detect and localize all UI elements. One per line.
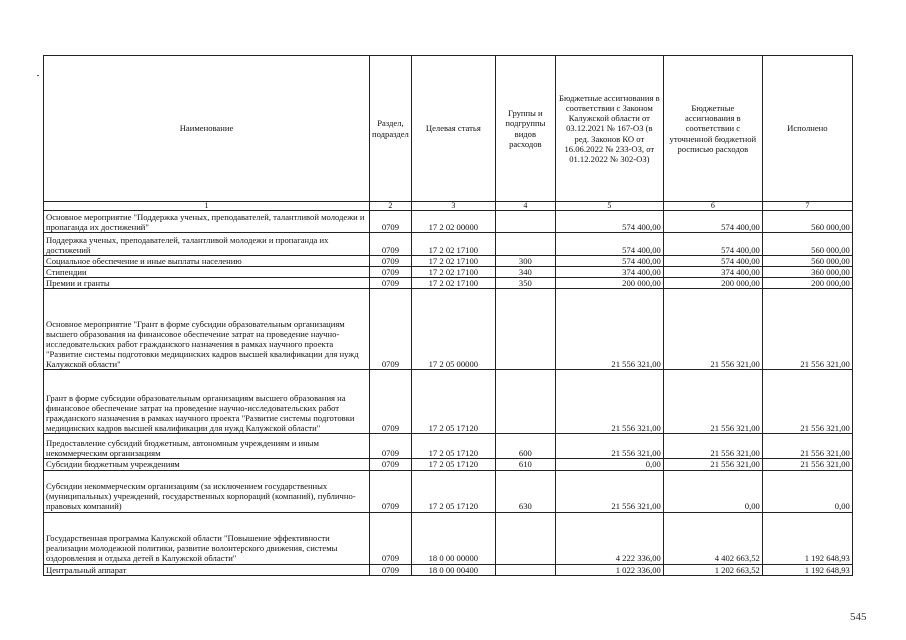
- cell-group: 340: [495, 267, 555, 278]
- table-row: [44, 512, 853, 564]
- cell-executed: 0,00: [762, 470, 852, 512]
- cell-executed: 21 556 321,00: [762, 370, 852, 434]
- column-number: 7: [762, 202, 852, 211]
- cell-group: 350: [495, 278, 555, 289]
- table-row: [44, 564, 853, 575]
- cell-section: 0709: [370, 211, 412, 233]
- cell-executed: 560 000,00: [762, 256, 852, 267]
- cell-group: [495, 289, 555, 370]
- cell-article: 17 2 05 17120: [411, 459, 495, 470]
- cell-group: [495, 370, 555, 434]
- header-name: Наименование: [44, 56, 370, 202]
- cell-article: 17 2 05 17120: [411, 470, 495, 512]
- cell-executed: 21 556 321,00: [762, 459, 852, 470]
- cell-section: 0709: [370, 370, 412, 434]
- cell-section: 0709: [370, 564, 412, 575]
- table-row: [44, 459, 853, 470]
- cell-budget-law: 574 400,00: [555, 211, 663, 233]
- cell-article: 17 2 05 17120: [411, 370, 495, 434]
- cell-budget-law: 21 556 321,00: [555, 434, 663, 459]
- cell-budget-law: 21 556 321,00: [555, 370, 663, 434]
- cell-budget-roll: 1 202 663,52: [663, 564, 762, 575]
- cell-executed: 21 556 321,00: [762, 289, 852, 370]
- cell-budget-roll: 21 556 321,00: [663, 289, 762, 370]
- cell-executed: 560 000,00: [762, 211, 852, 233]
- cell-name: Предоставление субсидий бюджетным, автономным учреждениям и иным некоммерческим организациям: [44, 434, 370, 459]
- cell-budget-roll: 21 556 321,00: [663, 459, 762, 470]
- cell-budget-law: 1 022 336,00: [555, 564, 663, 575]
- cell-section: 0709: [370, 278, 412, 289]
- cell-executed: 1 192 648,93: [762, 512, 852, 564]
- cell-article: 17 2 02 00000: [411, 211, 495, 233]
- cell-article: 18 0 00 00400: [411, 564, 495, 575]
- header-budget-roll: Бюджетные ассигнования в соответствии с уточненной бюджетной росписью расходов: [663, 56, 762, 202]
- cell-article: 18 0 00 00000: [411, 512, 495, 564]
- cell-name: Основное мероприятие "Грант в форме субсидии образовательным организациям высшего образования на финансовое обеспечение затрат на проведение научно-исследовательских работ гражданского назначения в рамках научного проекта "Развитие системы подготовки медицинских кадров высшей квалификации для нужд Калужской области": [44, 289, 370, 370]
- cell-budget-law: 21 556 321,00: [555, 470, 663, 512]
- cell-executed: 1 192 648,93: [762, 564, 852, 575]
- cell-executed: 200 000,00: [762, 278, 852, 289]
- header-article: Целевая статья: [411, 56, 495, 202]
- cell-name: Премии и гранты: [44, 278, 370, 289]
- cell-budget-roll: 574 400,00: [663, 256, 762, 267]
- cell-budget-law: 0,00: [555, 459, 663, 470]
- cell-section: 0709: [370, 434, 412, 459]
- table-row: [44, 470, 853, 512]
- column-number: 2: [370, 202, 412, 211]
- cell-group: [495, 211, 555, 233]
- scan-mark: [37, 75, 39, 76]
- cell-budget-roll: 21 556 321,00: [663, 434, 762, 459]
- cell-section: 0709: [370, 470, 412, 512]
- cell-section: 0709: [370, 267, 412, 278]
- cell-budget-law: 574 400,00: [555, 256, 663, 267]
- cell-budget-law: 574 400,00: [555, 233, 663, 256]
- cell-budget-law: 21 556 321,00: [555, 289, 663, 370]
- cell-article: 17 2 02 17100: [411, 256, 495, 267]
- cell-budget-law: 200 000,00: [555, 278, 663, 289]
- cell-name: Поддержка ученых, преподавателей, талантливой молодежи и пропаганда их достижений: [44, 233, 370, 256]
- table-row: [44, 434, 853, 459]
- cell-article: 17 2 05 17120: [411, 434, 495, 459]
- table-row: [44, 256, 853, 267]
- cell-name: Стипендии: [44, 267, 370, 278]
- cell-budget-roll: 4 402 663,52: [663, 512, 762, 564]
- table-row: [44, 233, 853, 256]
- table-row: [44, 370, 853, 434]
- cell-executed: 21 556 321,00: [762, 434, 852, 459]
- column-number-row: [44, 202, 853, 211]
- cell-group: [495, 564, 555, 575]
- header-budget-law: Бюджетные ассигнования в соответствии с Законом Калужской области от 03.12.2021 № 167-ОЗ (в ред. Законов КО от 16.06.2022 № 233-ОЗ, от 01.12.2022 № 302-ОЗ): [555, 56, 663, 202]
- cell-name: Социальное обеспечение и иные выплаты населению: [44, 256, 370, 267]
- cell-section: 0709: [370, 459, 412, 470]
- cell-name: Основное мероприятие "Поддержка ученых, преподавателей, талантливой молодежи и пропаганда их достижений": [44, 211, 370, 233]
- column-number: 3: [411, 202, 495, 211]
- header-executed: Исполнено: [762, 56, 852, 202]
- cell-budget-law: 4 222 336,00: [555, 512, 663, 564]
- cell-section: 0709: [370, 233, 412, 256]
- cell-group: 600: [495, 434, 555, 459]
- cell-group: 300: [495, 256, 555, 267]
- cell-group: 630: [495, 470, 555, 512]
- cell-budget-roll: 574 400,00: [663, 211, 762, 233]
- cell-article: 17 2 02 17100: [411, 233, 495, 256]
- column-number: 4: [495, 202, 555, 211]
- cell-article: 17 2 05 00000: [411, 289, 495, 370]
- column-number: 5: [555, 202, 663, 211]
- cell-budget-law: 374 400,00: [555, 267, 663, 278]
- cell-budget-roll: 0,00: [663, 470, 762, 512]
- column-number: 6: [663, 202, 762, 211]
- cell-name: Субсидии некоммерческим организациям (за исключением государственных (муниципальных) учреждений, государственных корпораций (компаний), публично-правовых компаний): [44, 470, 370, 512]
- table-row: [44, 278, 853, 289]
- header-group: Группы и подгруппы видов расходов: [495, 56, 555, 202]
- cell-article: 17 2 02 17100: [411, 267, 495, 278]
- table-row: [44, 211, 853, 233]
- cell-name: Центральный аппарат: [44, 564, 370, 575]
- cell-budget-roll: 374 400,00: [663, 267, 762, 278]
- header-section: Раздел, подраздел: [370, 56, 412, 202]
- cell-executed: 360 000,00: [762, 267, 852, 278]
- budget-execution-table: [43, 55, 853, 576]
- column-number: 1: [44, 202, 370, 211]
- cell-group: 610: [495, 459, 555, 470]
- header-row: [44, 56, 853, 202]
- cell-executed: 560 000,00: [762, 233, 852, 256]
- cell-budget-roll: 21 556 321,00: [663, 370, 762, 434]
- cell-name: Грант в форме субсидии образовательным организациям высшего образования на финансовое обеспечение затрат на проведение научно-исследовательских работ гражданского назначения в рамках научного проекта "Развитие системы подготовки медицинских кадров высшей квалификации для нужд Калужской области": [44, 370, 370, 434]
- cell-section: 0709: [370, 289, 412, 370]
- cell-article: 17 2 02 17100: [411, 278, 495, 289]
- cell-group: [495, 233, 555, 256]
- cell-budget-roll: 200 000,00: [663, 278, 762, 289]
- cell-budget-roll: 574 400,00: [663, 233, 762, 256]
- cell-section: 0709: [370, 256, 412, 267]
- table-row: [44, 267, 853, 278]
- cell-name: Государственная программа Калужской области "Повышение эффективности реализации молодежной политики, развитие волонтерского движения, системы оздоровления и отдыха детей в Калужской области": [44, 512, 370, 564]
- page-number: 545: [850, 611, 867, 623]
- cell-group: [495, 512, 555, 564]
- table-row: [44, 289, 853, 370]
- cell-section: 0709: [370, 512, 412, 564]
- cell-name: Субсидии бюджетным учреждениям: [44, 459, 370, 470]
